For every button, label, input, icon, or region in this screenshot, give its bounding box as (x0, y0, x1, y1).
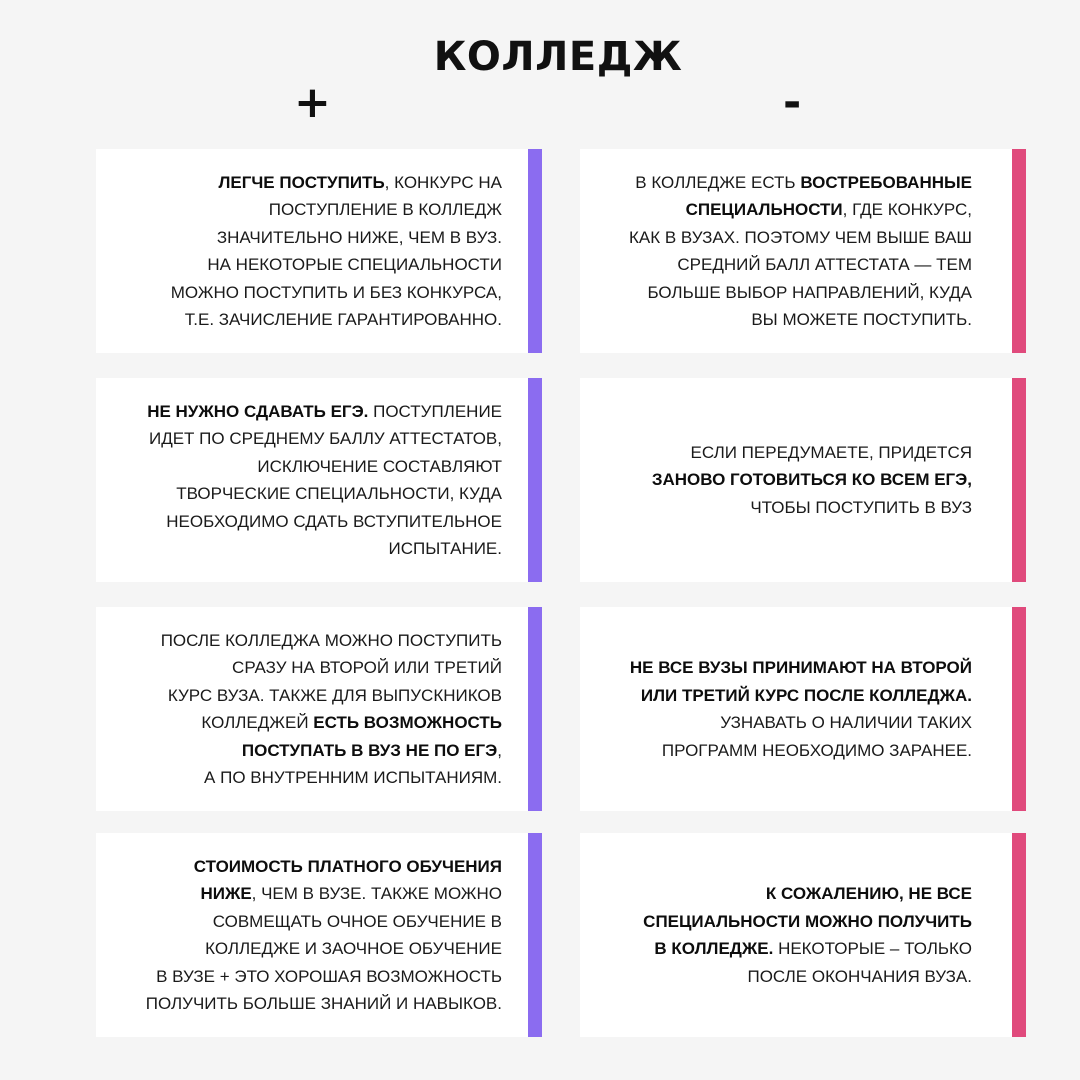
accent-bar (528, 378, 542, 582)
text-line (643, 935, 972, 963)
text-line (629, 279, 972, 307)
page-title: КОЛЛЕДЖ (433, 34, 683, 80)
text-line (147, 453, 502, 481)
text-segment: КОЛЛЕДЖЕЙ (201, 713, 314, 732)
text-line (630, 737, 972, 765)
text-line (652, 494, 972, 522)
text-segment: ИСПЫТАНИЕ. (388, 539, 502, 558)
text-segment: Т.Е. ЗАЧИСЛЕНИЕ ГАРАНТИРОВАННО. (184, 310, 502, 329)
text-segment: ИСКЛЮЧЕНИЕ СОСТАВЛЯЮТ (257, 456, 502, 476)
text-line (643, 963, 972, 991)
card-text (171, 169, 502, 334)
text-line (171, 279, 502, 307)
text-line (161, 627, 502, 655)
bold-text: ПОСТУПАТЬ В ВУЗ НЕ ПО ЕГЭ (241, 740, 498, 760)
bold-text: НЕ НУЖНО СДАВАТЬ ЕГЭ. (147, 401, 369, 421)
text-line (629, 196, 972, 224)
con-card (580, 378, 1026, 582)
text-segment: БОЛЬШЕ ВЫБОР НАПРАВЛЕНИЙ, КУДА (647, 282, 972, 302)
text-segment: В ВУЗЕ + ЭТО ХОРОШАЯ ВОЗМОЖНОСТЬ (156, 966, 502, 986)
bold-text: СПЕЦИАЛЬНОСТИ МОЖНО ПОЛУЧИТЬ (643, 911, 972, 931)
con-card (580, 607, 1026, 811)
bold-text: НИЖЕ (200, 884, 252, 903)
text-line (161, 737, 502, 765)
text-line (146, 963, 502, 991)
bold-text: ИЛИ ТРЕТИЙ КУРС ПОСЛЕ КОЛЛЕДЖА. (640, 685, 972, 705)
card-text (147, 398, 502, 563)
text-segment: ИДЕТ ПО СРЕДНЕМУ БАЛЛУ АТТЕСТАТОВ, (148, 429, 502, 448)
text-segment: ЧТОБЫ ПОСТУПИТЬ В ВУЗ (750, 497, 972, 517)
text-line (146, 908, 502, 936)
text-line (643, 908, 972, 936)
text-segment: СОВМЕЩАТЬ ОЧНОЕ ОБУЧЕНИЕ В (212, 911, 502, 931)
accent-bar (528, 833, 542, 1037)
pro-card (96, 149, 542, 353)
bold-text: СПЕЦИАЛЬНОСТИ (685, 200, 843, 219)
text-line (161, 764, 502, 792)
text-segment: СРЕДНИЙ БАЛЛ АТТЕСТАТА — ТЕМ (677, 255, 972, 274)
text-segment: ПОСЛЕ ОКОНЧАНИЯ ВУЗА. (747, 966, 972, 986)
pros-column-header: + (294, 77, 331, 128)
text-line (147, 535, 502, 563)
card-text (161, 627, 502, 792)
text-segment: ПОСТУПЛЕНИЕ В КОЛЛЕДЖ (268, 200, 502, 219)
bold-text: НЕ ВСЕ ВУЗЫ ПРИНИМАЮТ НА ВТОРОЙ (629, 658, 972, 677)
con-card (580, 149, 1026, 353)
accent-bar (1012, 149, 1026, 353)
text-line (147, 398, 502, 426)
text-segment: ВЫ МОЖЕТЕ ПОСТУПИТЬ. (751, 310, 972, 329)
text-line (171, 169, 502, 197)
accent-bar (1012, 833, 1026, 1037)
text-line (161, 682, 502, 710)
text-line (629, 306, 972, 334)
text-line (630, 654, 972, 682)
text-line (652, 439, 972, 467)
text-segment: , ЧЕМ В ВУЗЕ. ТАКЖЕ МОЖНО (251, 884, 502, 903)
card-text (643, 880, 972, 990)
text-segment: НЕОБХОДИМО СДАТЬ ВСТУПИТЕЛЬНОЕ (166, 511, 502, 531)
accent-bar (1012, 378, 1026, 582)
text-segment: ПОСТУПЛЕНИЕ (368, 401, 502, 421)
text-line (171, 196, 502, 224)
text-segment: , КОНКУРС НА (384, 172, 502, 192)
con-card (580, 833, 1026, 1037)
bold-text: ЗАНОВО ГОТОВИТЬСЯ КО ВСЕМ ЕГЭ, (651, 470, 972, 490)
text-line (630, 682, 972, 710)
text-segment: , ГДЕ КОНКУРС, (842, 200, 972, 219)
card-text (629, 169, 972, 334)
text-segment: ПОСЛЕ КОЛЛЕДЖА МОЖНО ПОСТУПИТЬ (160, 630, 502, 650)
accent-bar (528, 149, 542, 353)
text-line (146, 880, 502, 908)
text-line (146, 935, 502, 963)
bold-text: К СОЖАЛЕНИЮ, НЕ ВСЕ (765, 884, 972, 903)
text-segment: КОЛЛЕДЖЕ И ЗАОЧНОЕ ОБУЧЕНИЕ (205, 939, 502, 958)
text-line (652, 466, 972, 494)
pro-card (96, 833, 542, 1037)
text-segment: ЗНАЧИТЕЛЬНО НИЖЕ, ЧЕМ В ВУЗ. (216, 227, 502, 247)
pro-card (96, 607, 542, 811)
text-line (629, 169, 972, 197)
text-segment: НА НЕКОТОРЫЕ СПЕЦИАЛЬНОСТИ (207, 255, 502, 274)
text-line (147, 480, 502, 508)
text-segment: ЕСЛИ ПЕРЕДУМАЕТЕ, ПРИДЕТСЯ (690, 442, 972, 462)
text-segment: МОЖНО ПОСТУПИТЬ И БЕЗ КОНКУРСА, (170, 282, 502, 302)
text-segment: ПРОГРАММ НЕОБХОДИМО ЗАРАНЕЕ. (661, 740, 972, 760)
text-line (629, 251, 972, 279)
text-line (161, 654, 502, 682)
text-line (147, 508, 502, 536)
bold-text: В КОЛЛЕДЖЕ. (654, 939, 774, 958)
text-line (643, 880, 972, 908)
accent-bar (528, 607, 542, 811)
text-line (629, 224, 972, 252)
text-line (146, 853, 502, 881)
text-segment: КАК В ВУЗАХ. ПОЭТОМУ ЧЕМ ВЫШЕ ВАШ (629, 227, 972, 247)
pro-card (96, 378, 542, 582)
accent-bar (1012, 607, 1026, 811)
text-segment: СРАЗУ НА ВТОРОЙ ИЛИ ТРЕТИЙ (232, 658, 502, 677)
text-line (171, 251, 502, 279)
text-line (161, 709, 502, 737)
bold-text: ВОСТРЕБОВАННЫЕ (800, 172, 972, 192)
text-segment: НЕКОТОРЫЕ – ТОЛЬКО (773, 939, 972, 958)
text-segment: В КОЛЛЕДЖЕ ЕСТЬ (635, 172, 801, 192)
bold-text: ЛЕГЧЕ ПОСТУПИТЬ (218, 172, 385, 192)
text-segment: А ПО ВНУТРЕННИМ ИСПЫТАНИЯМ. (204, 768, 502, 787)
text-segment: ПОЛУЧИТЬ БОЛЬШЕ ЗНАНИЙ И НАВЫКОВ. (145, 994, 502, 1013)
bold-text: ЕСТЬ ВОЗМОЖНОСТЬ (313, 713, 502, 732)
text-segment: , (497, 740, 502, 760)
card-text (630, 654, 972, 764)
text-segment: ТВОРЧЕСКИЕ СПЕЦИАЛЬНОСТИ, КУДА (176, 484, 502, 503)
card-text (652, 439, 972, 522)
text-segment: УЗНАВАТЬ О НАЛИЧИИ ТАКИХ (720, 713, 972, 732)
card-text (146, 853, 502, 1018)
text-line (630, 709, 972, 737)
text-segment: КУРС ВУЗА. ТАКЖЕ ДЛЯ ВЫПУСКНИКОВ (167, 685, 502, 705)
cons-column-header: - (783, 77, 802, 128)
text-line (171, 306, 502, 334)
text-line (147, 425, 502, 453)
text-line (146, 990, 502, 1018)
text-line (171, 224, 502, 252)
bold-text: СТОИМОСТЬ ПЛАТНОГО ОБУЧЕНИЯ (193, 856, 502, 876)
